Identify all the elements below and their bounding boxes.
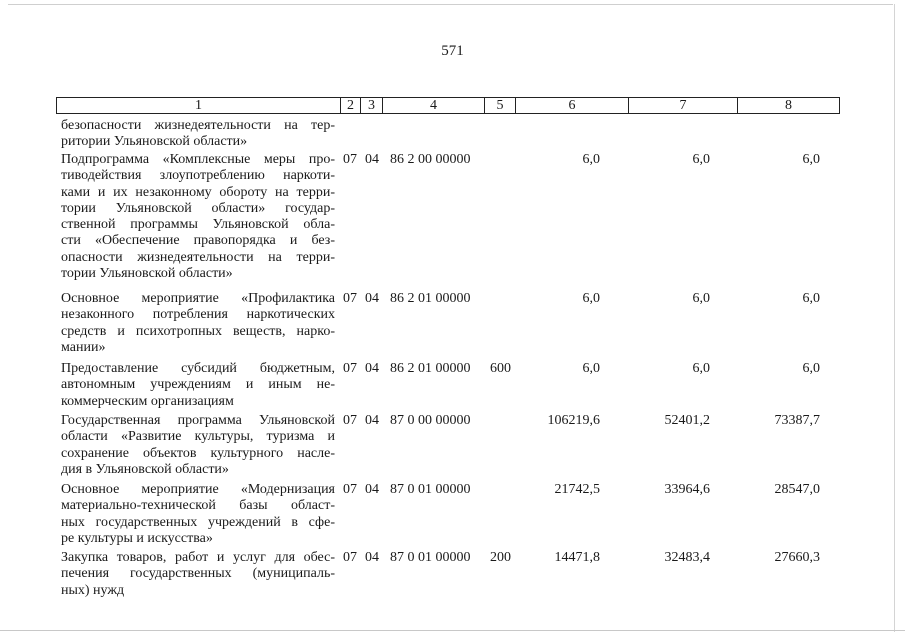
description-line: незаконного потребления наркотических [61,307,335,323]
description-line: безопасности жизнедеятельности на тер- [61,118,335,133]
cell-amount-6: 6,0 [582,361,600,376]
description-line: сохранение объектов культурного насле- [61,445,335,461]
cell-target-code: 86 2 01 00000 [390,291,471,306]
description-line: тиводействия злоупотреблению наркоти- [61,168,335,184]
description-line: ных) нужд [61,582,125,598]
cell-amount-6: 21742,5 [554,482,600,497]
description-line: Закупка товаров, работ и услуг для обес- [61,550,335,565]
cell-amount-6: 106219,6 [547,413,600,428]
cell-amount-6: 14471,8 [554,550,600,565]
cell-subsection: 04 [365,152,379,167]
cell-amount-6: 6,0 [582,152,600,167]
table-header [56,97,840,114]
cell-section: 07 [343,482,357,497]
cell-amount-7: 6,0 [692,152,710,167]
description-line: тории Ульяновской области» государ- [61,200,335,216]
cell-expense-type: 600 [490,361,511,376]
cell-amount-7: 6,0 [692,361,710,376]
row-description [61,413,335,478]
description-line: ственной программы Ульяновской обла- [61,217,335,233]
cell-amount-7: 52401,2 [664,413,710,428]
row-description [61,482,335,547]
header-col-6: 6 [568,98,576,113]
row-description [61,291,335,356]
description-line: Подпрограмма «Комплексные меры про- [61,152,335,167]
cell-amount-8: 6,0 [802,291,820,306]
row-description [61,118,335,151]
description-line: ритории Ульяновской области» [61,134,248,150]
description-line: коммерческим организациям [61,393,234,409]
header-col-8: 8 [785,98,792,113]
cell-target-code: 87 0 01 00000 [390,550,471,565]
cell-subsection: 04 [365,413,379,428]
cell-amount-8: 6,0 [802,152,820,167]
description-line: тории Ульяновской области» [61,266,233,282]
header-col-7: 7 [679,98,687,113]
cell-amount-8: 27660,3 [774,550,820,565]
row-description [61,152,335,282]
cell-amount-7: 6,0 [692,291,710,306]
description-line: мании» [61,339,106,355]
cell-target-code: 86 2 01 00000 [390,361,471,376]
description-line: ных государственных учреждений в сфе- [61,514,335,530]
page-edge-bottom [0,630,905,631]
cell-target-code: 87 0 00 00000 [390,413,471,428]
description-line: печения государственных (муниципаль- [61,566,335,582]
cell-subsection: 04 [365,361,379,376]
description-line: автономным учреждениям и иным не- [61,377,335,393]
cell-amount-6: 6,0 [582,291,600,306]
cell-section: 07 [343,413,357,428]
description-line: дия в Ульяновской области» [61,461,229,477]
cell-subsection: 04 [365,291,379,306]
description-line: ками и их незаконному обороту на терри- [61,184,335,200]
description-line: ре культуры и искусства» [61,530,213,546]
description-line: опасности жизнедеятельности на терри- [61,249,335,265]
cell-target-code: 87 0 01 00000 [390,482,471,497]
cell-amount-8: 28547,0 [774,482,820,497]
cell-amount-7: 33964,6 [664,482,710,497]
description-line: области «Развитие культуры, туризма и [61,429,335,445]
cell-section: 07 [343,152,357,167]
cell-subsection: 04 [365,550,379,565]
header-col-4: 4 [430,98,437,113]
header-col-3: 3 [368,98,375,113]
header-col-2: 2 [347,98,354,113]
description-line: материально-технической базы област- [61,498,335,514]
description-line: Государственная программа Ульяновской [61,413,335,428]
header-col-5: 5 [496,98,504,113]
cell-amount-8: 73387,7 [774,413,820,428]
description-line: Основное мероприятие «Профилактика [61,291,335,306]
cell-amount-7: 32483,4 [664,550,710,565]
page-edge-top [8,4,893,5]
cell-expense-type: 200 [490,550,511,565]
description-line: Предоставление субсидий бюджетным, [61,361,335,376]
page-edge-right [894,4,895,632]
cell-section: 07 [343,550,357,565]
description-line: Основное мероприятие «Модернизация [61,482,335,497]
cell-target-code: 86 2 00 00000 [390,152,471,167]
row-description [61,361,335,410]
header-col-1: 1 [195,98,202,113]
description-line: средств и психотропных веществ, нарко- [61,323,335,339]
page-number: 571 [441,43,464,59]
cell-subsection: 04 [365,482,379,497]
row-description [61,550,335,599]
cell-section: 07 [343,291,357,306]
cell-section: 07 [343,361,357,376]
cell-amount-8: 6,0 [802,361,820,376]
description-line: сти «Обеспечение правопорядка и без- [61,233,335,249]
